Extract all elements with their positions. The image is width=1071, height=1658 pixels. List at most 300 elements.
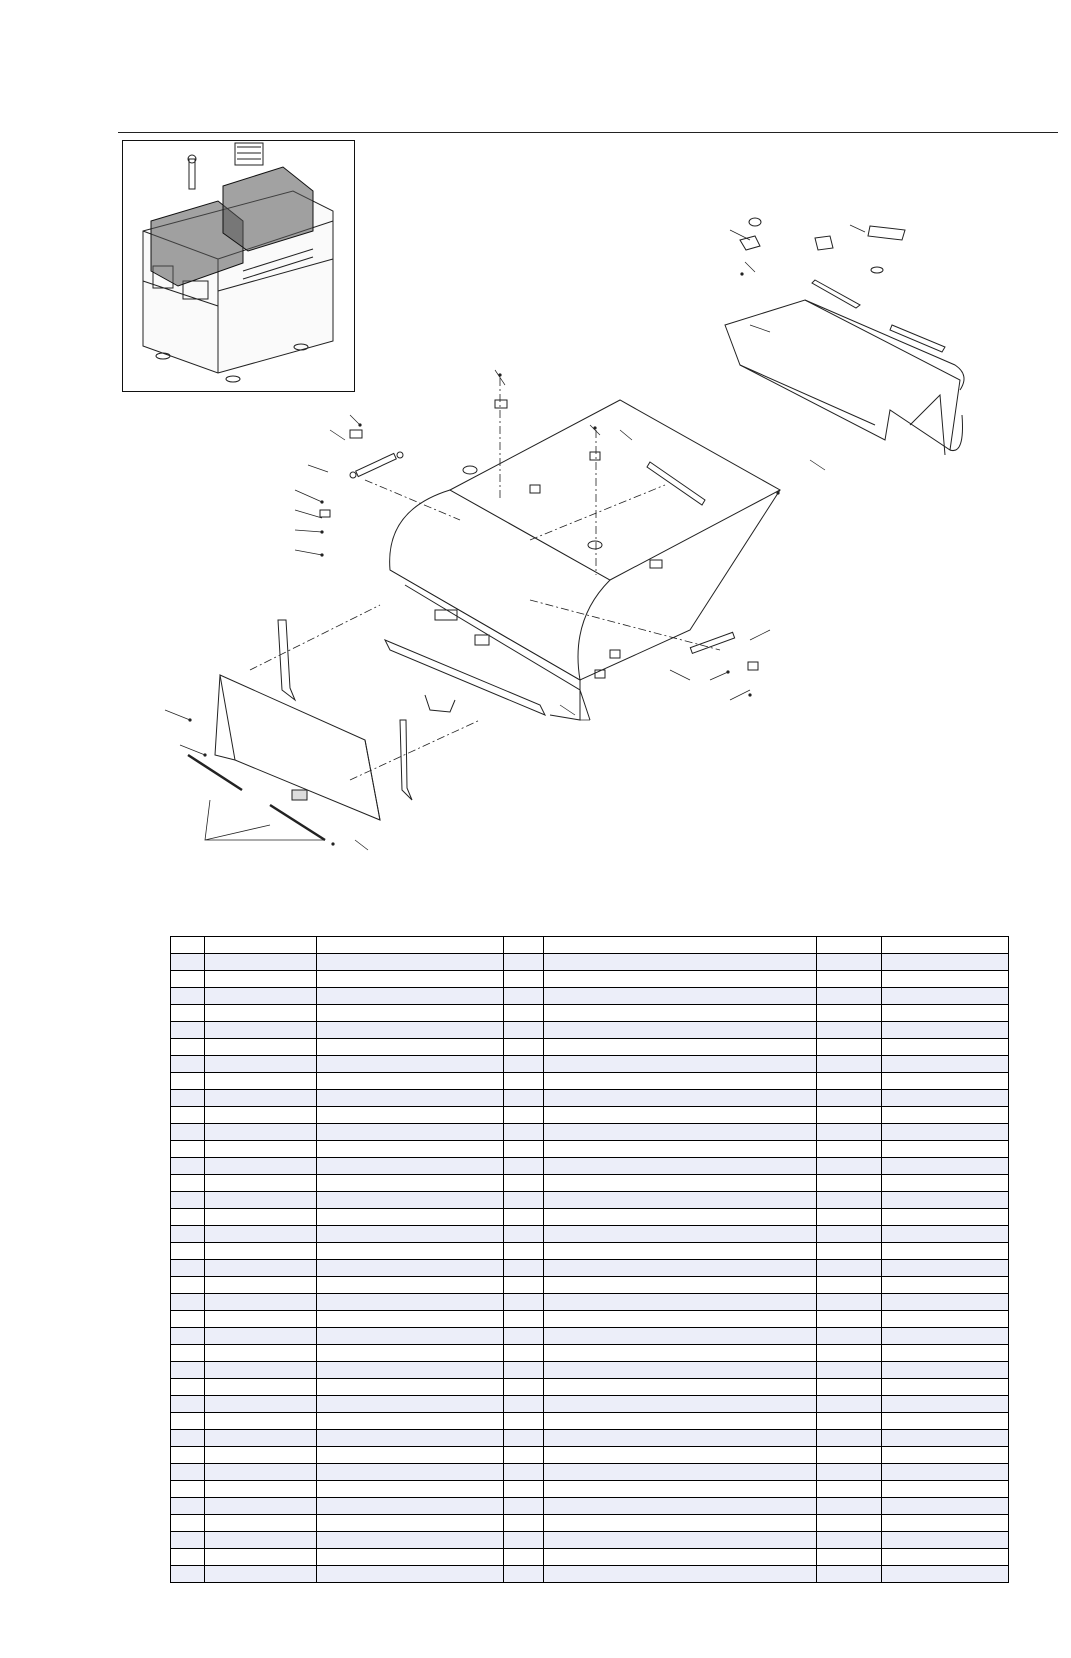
seal-strip-2 — [270, 805, 325, 840]
header-rule — [118, 132, 1058, 133]
table-cell — [504, 1124, 544, 1141]
table-cell — [317, 1566, 504, 1583]
table-cell — [171, 1277, 205, 1294]
table-cell — [882, 1396, 1009, 1413]
table-cell — [317, 1294, 504, 1311]
table-row — [171, 1328, 1009, 1345]
table-row — [171, 1073, 1009, 1090]
table-cell — [882, 937, 1009, 954]
table-cell — [504, 1430, 544, 1447]
table-cell — [504, 1328, 544, 1345]
table-cell — [544, 1413, 817, 1430]
table-cell — [882, 1294, 1009, 1311]
table-row — [171, 954, 1009, 971]
table-cell — [544, 1464, 817, 1481]
table-cell — [205, 1532, 317, 1549]
table-cell — [205, 1073, 317, 1090]
table-cell — [171, 1175, 205, 1192]
table-cell — [504, 1277, 544, 1294]
table-cell — [205, 937, 317, 954]
table-cell — [317, 1039, 504, 1056]
table-row — [171, 1566, 1009, 1583]
table-cell — [317, 1328, 504, 1345]
table-cell — [317, 1209, 504, 1226]
table-cell — [317, 1362, 504, 1379]
table-cell — [544, 1090, 817, 1107]
table-cell — [504, 1396, 544, 1413]
table-cell — [882, 1498, 1009, 1515]
table-row — [171, 1498, 1009, 1515]
table-cell — [544, 1158, 817, 1175]
table-cell — [544, 1107, 817, 1124]
table-cell — [817, 1566, 882, 1583]
table-cell — [504, 1073, 544, 1090]
table-row — [171, 988, 1009, 1005]
table-row — [171, 1022, 1009, 1039]
table-cell — [317, 1464, 504, 1481]
table-cell — [171, 1294, 205, 1311]
table-cell — [504, 1192, 544, 1209]
table-row — [171, 1396, 1009, 1413]
table-cell — [817, 1277, 882, 1294]
table-cell — [817, 1532, 882, 1549]
table-cell — [205, 971, 317, 988]
table-cell — [882, 1447, 1009, 1464]
table-cell — [882, 1175, 1009, 1192]
table-cell — [504, 1566, 544, 1583]
table-cell — [205, 954, 317, 971]
table-cell — [817, 1294, 882, 1311]
table-cell — [317, 1515, 504, 1532]
table-cell — [504, 1481, 544, 1498]
table-row — [171, 1141, 1009, 1158]
table-cell — [504, 1175, 544, 1192]
table-cell — [544, 1141, 817, 1158]
table-cell — [817, 937, 882, 954]
table-cell — [504, 1515, 544, 1532]
table-cell — [544, 1209, 817, 1226]
table-cell — [205, 1566, 317, 1583]
front-panel-part — [215, 675, 380, 820]
table-row — [171, 1311, 1009, 1328]
table-cell — [817, 1158, 882, 1175]
table-cell — [317, 1413, 504, 1430]
table-cell — [205, 1175, 317, 1192]
table-cell — [317, 1175, 504, 1192]
table-row — [171, 1124, 1009, 1141]
table-cell — [171, 1039, 205, 1056]
table-row — [171, 937, 1009, 954]
table-cell — [544, 1396, 817, 1413]
table-cell — [544, 1481, 817, 1498]
table-cell — [205, 1362, 317, 1379]
table-cell — [544, 1056, 817, 1073]
table-cell — [504, 1022, 544, 1039]
table-cell — [817, 1209, 882, 1226]
table-cell — [882, 1158, 1009, 1175]
table-cell — [205, 1226, 317, 1243]
table-row — [171, 1175, 1009, 1192]
table-cell — [504, 1005, 544, 1022]
table-cell — [205, 1430, 317, 1447]
seal-strip-1 — [188, 755, 242, 790]
table-cell — [817, 1039, 882, 1056]
table-row — [171, 1005, 1009, 1022]
table-cell — [817, 1260, 882, 1277]
table-cell — [205, 1413, 317, 1430]
table-cell — [544, 1294, 817, 1311]
table-cell — [817, 1311, 882, 1328]
table-cell — [205, 1209, 317, 1226]
table-cell — [317, 1141, 504, 1158]
table-cell — [817, 1243, 882, 1260]
table-cell — [882, 1260, 1009, 1277]
table-cell — [882, 1515, 1009, 1532]
table-row — [171, 1260, 1009, 1277]
table-cell — [171, 1396, 205, 1413]
table-row — [171, 1515, 1009, 1532]
table-cell — [171, 1447, 205, 1464]
table-row — [171, 1549, 1009, 1566]
table-cell — [504, 954, 544, 971]
table-cell — [544, 1379, 817, 1396]
table-cell — [817, 1073, 882, 1090]
table-cell — [504, 1311, 544, 1328]
bracket-left — [278, 620, 295, 700]
table-cell — [504, 1379, 544, 1396]
table-cell — [171, 1430, 205, 1447]
table-cell — [882, 988, 1009, 1005]
table-cell — [817, 1107, 882, 1124]
table-row — [171, 1379, 1009, 1396]
table-cell — [504, 1039, 544, 1056]
table-cell — [317, 1022, 504, 1039]
table-row — [171, 1430, 1009, 1447]
table-cell — [882, 1328, 1009, 1345]
table-cell — [882, 1243, 1009, 1260]
table-cell — [171, 1311, 205, 1328]
table-cell — [171, 1005, 205, 1022]
table-cell — [817, 1413, 882, 1430]
table-cell — [317, 1243, 504, 1260]
table-cell — [504, 1209, 544, 1226]
table-cell — [317, 1056, 504, 1073]
table-row — [171, 1413, 1009, 1430]
table-cell — [171, 988, 205, 1005]
table-row — [171, 1447, 1009, 1464]
table-cell — [817, 1005, 882, 1022]
table-cell — [882, 1379, 1009, 1396]
table-row — [171, 1481, 1009, 1498]
table-cell — [317, 971, 504, 988]
table-cell — [171, 1158, 205, 1175]
table-cell — [544, 1073, 817, 1090]
table-cell — [882, 971, 1009, 988]
table-cell — [205, 1192, 317, 1209]
table-cell — [171, 1192, 205, 1209]
table-cell — [817, 971, 882, 988]
table-cell — [504, 1549, 544, 1566]
table-cell — [504, 1260, 544, 1277]
gas-spring-left — [350, 452, 403, 478]
table-cell — [817, 954, 882, 971]
table-cell — [317, 1158, 504, 1175]
table-cell — [504, 1447, 544, 1464]
table-cell — [205, 1090, 317, 1107]
table-cell — [205, 1039, 317, 1056]
table-cell — [317, 1073, 504, 1090]
table-cell — [882, 1532, 1009, 1549]
table-row — [171, 1464, 1009, 1481]
table-cell — [817, 1226, 882, 1243]
table-row — [171, 1158, 1009, 1175]
table-cell — [171, 1549, 205, 1566]
table-cell — [171, 1532, 205, 1549]
table-cell — [205, 1158, 317, 1175]
table-cell — [882, 1073, 1009, 1090]
table-cell — [882, 1192, 1009, 1209]
table-cell — [504, 1532, 544, 1549]
table-cell — [544, 954, 817, 971]
table-row — [171, 1345, 1009, 1362]
table-cell — [504, 1226, 544, 1243]
table-cell — [882, 1481, 1009, 1498]
table-cell — [205, 1515, 317, 1532]
main-cover-part — [390, 400, 780, 720]
table-cell — [544, 1022, 817, 1039]
table-cell — [171, 1260, 205, 1277]
table-cell — [317, 1107, 504, 1124]
table-row — [171, 1243, 1009, 1260]
table-cell — [817, 1447, 882, 1464]
table-cell — [171, 1141, 205, 1158]
table-cell — [544, 1039, 817, 1056]
table-cell — [544, 1328, 817, 1345]
table-cell — [171, 1566, 205, 1583]
table-cell — [171, 1226, 205, 1243]
table-cell — [544, 988, 817, 1005]
table-cell — [205, 1022, 317, 1039]
table-cell — [205, 1243, 317, 1260]
table-cell — [171, 1073, 205, 1090]
table-cell — [171, 1243, 205, 1260]
table-cell — [544, 1515, 817, 1532]
table-cell — [504, 1107, 544, 1124]
table-cell — [817, 1090, 882, 1107]
table-cell — [882, 1566, 1009, 1583]
table-cell — [171, 1056, 205, 1073]
table-cell — [544, 1566, 817, 1583]
table-cell — [817, 1549, 882, 1566]
table-cell — [544, 1430, 817, 1447]
table-cell — [882, 1005, 1009, 1022]
table-cell — [205, 1141, 317, 1158]
table-cell — [882, 1141, 1009, 1158]
table-cell — [544, 1226, 817, 1243]
table-cell — [317, 1447, 504, 1464]
table-cell — [882, 1549, 1009, 1566]
table-cell — [171, 1413, 205, 1430]
table-cell — [171, 1107, 205, 1124]
table-cell — [317, 937, 504, 954]
table-cell — [317, 1277, 504, 1294]
table-cell — [205, 1294, 317, 1311]
table-cell — [205, 1328, 317, 1345]
table-cell — [504, 1294, 544, 1311]
table-cell — [544, 1362, 817, 1379]
table-cell — [205, 1277, 317, 1294]
table-cell — [817, 1141, 882, 1158]
table-cell — [205, 1124, 317, 1141]
table-cell — [317, 1311, 504, 1328]
table-cell — [817, 988, 882, 1005]
table-cell — [817, 1175, 882, 1192]
table-cell — [817, 1362, 882, 1379]
table-cell — [317, 1192, 504, 1209]
table-cell — [504, 1056, 544, 1073]
table-cell — [504, 1158, 544, 1175]
table-cell — [171, 1362, 205, 1379]
table-cell — [882, 1056, 1009, 1073]
table-cell — [317, 1226, 504, 1243]
table-cell — [317, 1379, 504, 1396]
table-cell — [317, 1090, 504, 1107]
table-cell — [817, 1192, 882, 1209]
gas-spring-right — [690, 632, 734, 653]
table-cell — [544, 1005, 817, 1022]
table-cell — [504, 971, 544, 988]
bracket-right — [400, 720, 412, 800]
table-cell — [317, 1345, 504, 1362]
table-cell — [544, 1277, 817, 1294]
table-cell — [882, 1022, 1009, 1039]
table-row — [171, 1277, 1009, 1294]
table-cell — [882, 1464, 1009, 1481]
table-cell — [317, 988, 504, 1005]
table-cell — [171, 1515, 205, 1532]
table-cell — [544, 971, 817, 988]
table-cell — [205, 988, 317, 1005]
table-row — [171, 1192, 1009, 1209]
table-cell — [882, 1311, 1009, 1328]
table-cell — [544, 1124, 817, 1141]
table-cell — [504, 988, 544, 1005]
table-cell — [171, 937, 205, 954]
table-cell — [544, 1311, 817, 1328]
table-cell — [882, 1413, 1009, 1430]
table-cell — [504, 937, 544, 954]
table-cell — [882, 1107, 1009, 1124]
table-cell — [817, 1022, 882, 1039]
table-cell — [317, 1396, 504, 1413]
table-cell — [171, 1464, 205, 1481]
table-cell — [317, 954, 504, 971]
table-cell — [544, 1260, 817, 1277]
table-cell — [817, 1481, 882, 1498]
table-cell — [882, 1039, 1009, 1056]
exploded-parts-diagram — [150, 200, 1000, 900]
table-row — [171, 1056, 1009, 1073]
table-cell — [882, 954, 1009, 971]
table-cell — [171, 1090, 205, 1107]
table-row — [171, 1226, 1009, 1243]
table-cell — [817, 1379, 882, 1396]
table-cell — [317, 1549, 504, 1566]
table-cell — [171, 1498, 205, 1515]
table-cell — [504, 1243, 544, 1260]
parts-table — [170, 936, 1009, 1583]
table-cell — [171, 954, 205, 971]
table-cell — [171, 1345, 205, 1362]
table-cell — [882, 1430, 1009, 1447]
table-cell — [205, 1396, 317, 1413]
table-cell — [205, 1056, 317, 1073]
table-cell — [817, 1328, 882, 1345]
table-cell — [205, 1005, 317, 1022]
table-row — [171, 1107, 1009, 1124]
table-cell — [171, 1481, 205, 1498]
table-cell — [504, 1090, 544, 1107]
table-cell — [817, 1345, 882, 1362]
table-cell — [882, 1362, 1009, 1379]
table-cell — [317, 1124, 504, 1141]
table-cell — [504, 1498, 544, 1515]
table-cell — [504, 1362, 544, 1379]
table-cell — [317, 1498, 504, 1515]
table-cell — [317, 1532, 504, 1549]
table-row — [171, 1294, 1009, 1311]
table-cell — [544, 1192, 817, 1209]
table-cell — [205, 1379, 317, 1396]
table-cell — [171, 1124, 205, 1141]
table-cell — [882, 1345, 1009, 1362]
table-cell — [817, 1515, 882, 1532]
table-cell — [817, 1056, 882, 1073]
table-cell — [817, 1430, 882, 1447]
table-cell — [817, 1464, 882, 1481]
table-cell — [171, 1209, 205, 1226]
table-cell — [205, 1311, 317, 1328]
table-cell — [504, 1464, 544, 1481]
table-row — [171, 1362, 1009, 1379]
table-cell — [205, 1447, 317, 1464]
table-cell — [171, 1022, 205, 1039]
table-cell — [544, 1498, 817, 1515]
table-cell — [205, 1260, 317, 1277]
table-cell — [205, 1345, 317, 1362]
table-cell — [817, 1498, 882, 1515]
table-cell — [171, 1379, 205, 1396]
table-cell — [882, 1226, 1009, 1243]
table-cell — [205, 1481, 317, 1498]
table-cell — [205, 1464, 317, 1481]
table-cell — [544, 1532, 817, 1549]
table-cell — [171, 971, 205, 988]
table-cell — [544, 937, 817, 954]
table-row — [171, 1039, 1009, 1056]
table-cell — [544, 1175, 817, 1192]
table-cell — [882, 1277, 1009, 1294]
lower-rail — [385, 640, 545, 715]
table-row — [171, 971, 1009, 988]
table-cell — [882, 1124, 1009, 1141]
table-row — [171, 1532, 1009, 1549]
table-cell — [544, 1447, 817, 1464]
table-cell — [317, 1260, 504, 1277]
table-cell — [317, 1005, 504, 1022]
table-cell — [504, 1141, 544, 1158]
table-cell — [317, 1430, 504, 1447]
